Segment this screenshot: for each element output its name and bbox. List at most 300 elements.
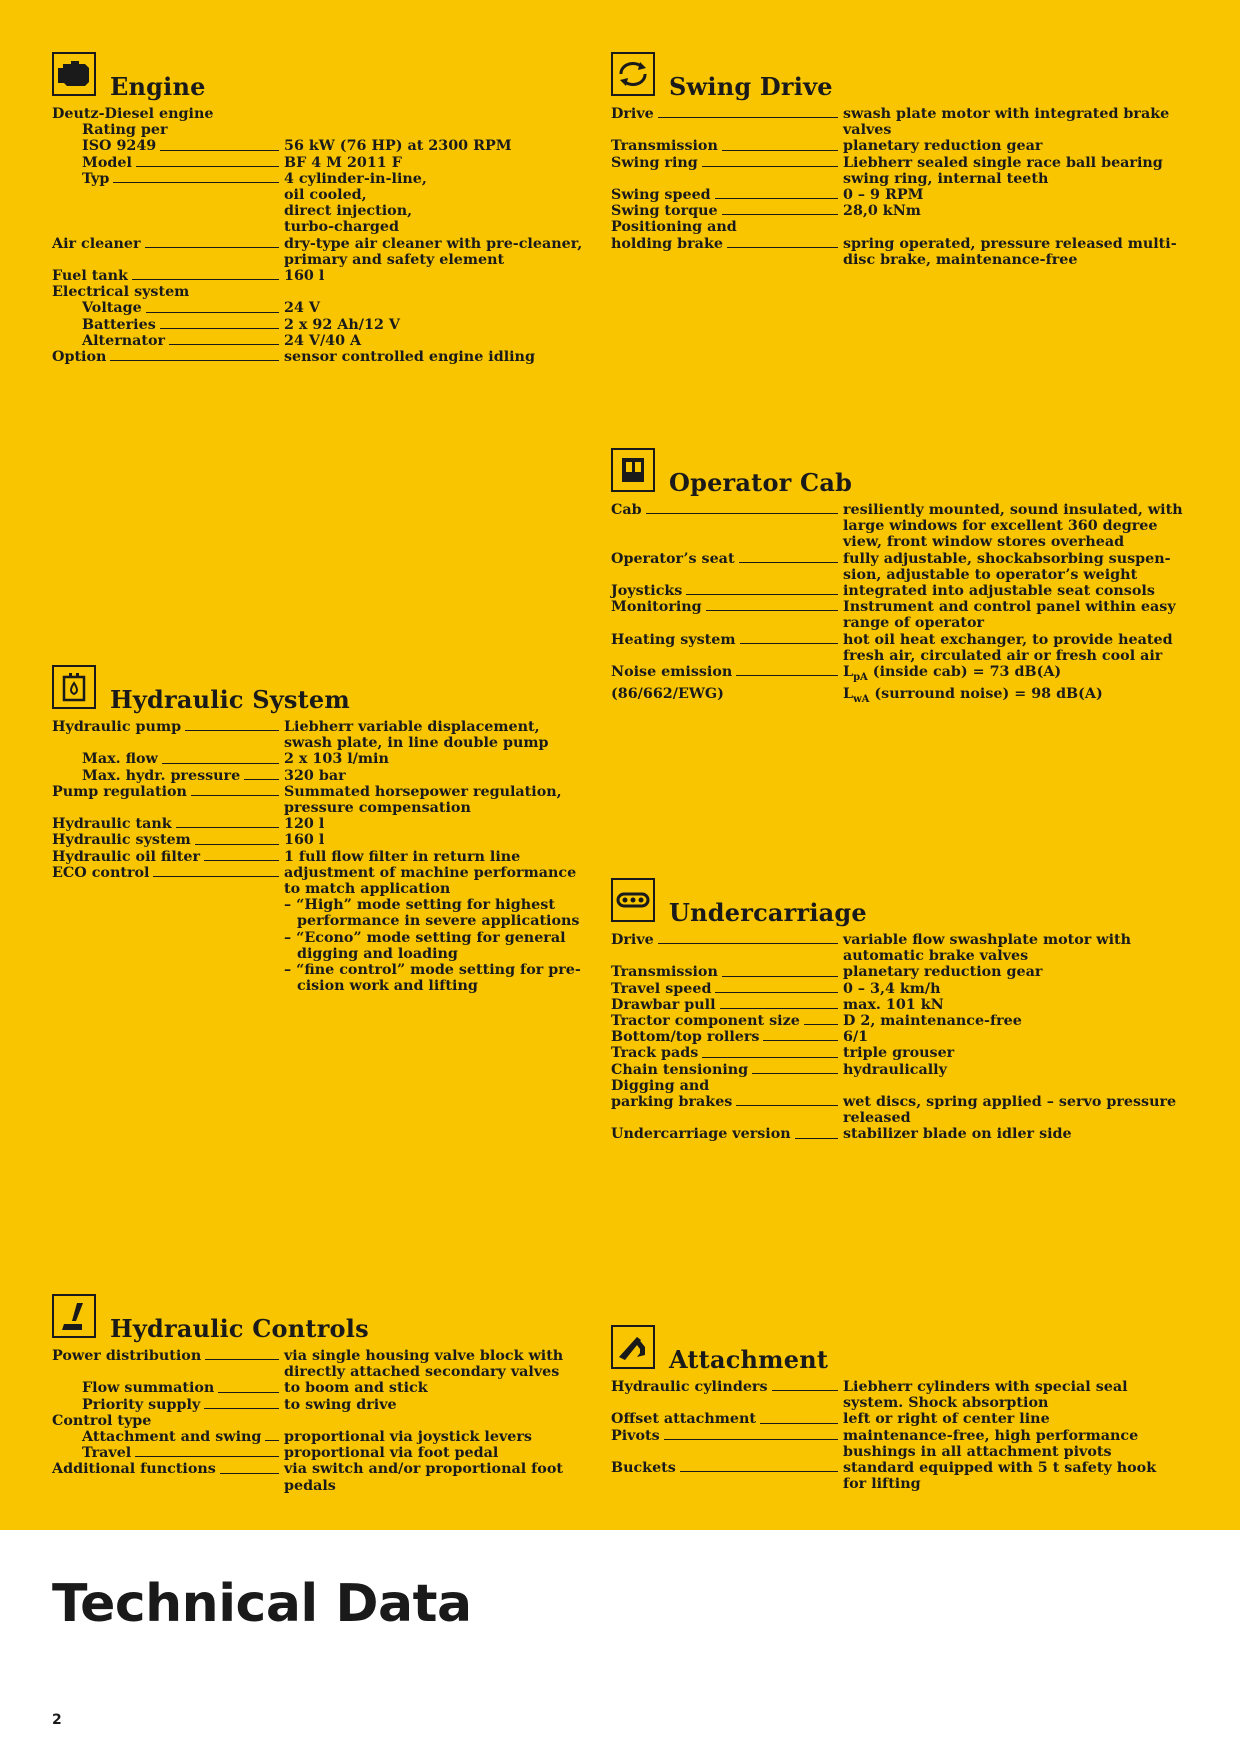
- spec-label-cell: [52, 171, 284, 187]
- spec-value: [284, 832, 582, 848]
- spec-row: [611, 154, 1163, 187]
- spec-value-line: range of operator: [843, 615, 985, 632]
- leader-line: [136, 165, 279, 167]
- spec-value-line: planetary reduction gear: [843, 964, 1043, 981]
- leader-line: [153, 875, 279, 877]
- spec-value: [843, 155, 1163, 187]
- swing-arrows-icon: [611, 52, 655, 96]
- leader-line: [132, 278, 279, 280]
- spec-label: Model: [82, 154, 132, 171]
- leader-line: [160, 327, 279, 329]
- spec-label-cell: [611, 583, 843, 599]
- spec-value-line: Liebherr sealed single race ball bearing: [843, 154, 1163, 171]
- spec-label: Travel speed: [611, 980, 712, 997]
- leader-line: [220, 1472, 279, 1474]
- spec-value: [843, 632, 1173, 664]
- joystick-icon: [52, 1294, 96, 1338]
- spec-value: [284, 300, 582, 316]
- spec-value-line: bushings in all attachment pivots: [843, 1443, 1112, 1460]
- spec-label-cell: [611, 664, 843, 680]
- section-title: Engine: [110, 72, 206, 101]
- swing-drive-section: [611, 52, 1177, 268]
- leader-line: [680, 1470, 838, 1472]
- spec-value-line: – “Econo” mode setting for general: [284, 929, 566, 946]
- section-title: Swing Drive: [669, 72, 833, 101]
- spec-value-line: left or right of center line: [843, 1411, 1050, 1428]
- spec-label: Heating system: [611, 631, 736, 648]
- spec-label-cell: [611, 632, 843, 648]
- spec-label: Additional functions: [52, 1461, 216, 1478]
- spec-value-line: 4 cylinder-in-line,: [284, 170, 427, 187]
- spec-row: [611, 997, 1141, 1013]
- spec-value: [843, 236, 1177, 268]
- spec-label: Positioning and: [611, 219, 737, 236]
- spec-value-line: 320 bar: [284, 767, 346, 784]
- spec-label-cell: [52, 333, 284, 349]
- spec-value-line: variable flow swashplate motor with: [843, 932, 1131, 948]
- spec-value: [843, 1411, 1141, 1427]
- spec-value: [284, 1429, 582, 1445]
- spec-row: [611, 631, 1173, 664]
- spec-value: [843, 932, 1141, 964]
- spec-label-cell: [611, 203, 843, 219]
- spec-label: Batteries: [82, 316, 156, 333]
- leader-line: [772, 1389, 839, 1391]
- spec-label: parking brakes: [611, 1094, 733, 1111]
- spec-row: [52, 849, 582, 865]
- hydraulic-system-header: [52, 665, 582, 719]
- spec-label: Digging and: [611, 1077, 710, 1094]
- spec-value: [843, 1379, 1141, 1411]
- spec-row: [611, 1126, 1141, 1142]
- spec-label: Max. hydr. pressure: [82, 767, 241, 784]
- undercarriage-header: [611, 878, 1141, 932]
- spec-value-line: wet discs, spring applied – servo pressure: [843, 1094, 1177, 1111]
- spec-value: [843, 1428, 1141, 1460]
- spec-value-line: for lifting: [843, 1476, 921, 1493]
- spec-value-line: directly attached secondary valves: [284, 1364, 560, 1381]
- spec-label: Rating per: [82, 122, 168, 139]
- spec-label: Air cleaner: [52, 235, 141, 252]
- leader-line: [715, 197, 838, 199]
- leader-line: [722, 149, 838, 151]
- spec-value-line: released: [843, 1110, 911, 1127]
- spec-label: Hydraulic pump: [52, 719, 182, 735]
- spec-row: [52, 1380, 582, 1396]
- page-number: 2: [52, 1712, 62, 1728]
- spec-label: Buckets: [611, 1460, 676, 1477]
- spec-row: [52, 784, 582, 816]
- spec-value-line: 160 l: [284, 268, 325, 285]
- spec-value: [284, 138, 582, 154]
- spec-label: Swing torque: [611, 203, 718, 220]
- spec-value-line: 160 l: [284, 832, 325, 849]
- spec-value-line: to match application: [284, 881, 451, 898]
- spec-label-cell: [611, 1013, 843, 1029]
- spec-label-cell: [52, 768, 284, 784]
- spec-row: [611, 187, 1141, 203]
- spec-value-line: fully adjustable, shockabsorbing suspen-: [843, 550, 1171, 567]
- leader-line: [110, 359, 279, 361]
- spec-label-cell: [611, 236, 843, 252]
- spec-value: [843, 599, 1176, 631]
- spec-label-cell: [52, 1397, 284, 1413]
- spec-value: [843, 583, 1155, 599]
- spec-label: Offset attachment: [611, 1411, 756, 1428]
- spec-label: Power distribution: [52, 1348, 202, 1364]
- spec-value: [843, 551, 1171, 583]
- spec-value: [843, 964, 1141, 980]
- spec-value: [284, 751, 582, 767]
- spec-label: holding brake: [611, 235, 723, 252]
- spec-row: [52, 317, 582, 333]
- spec-value-line: sion, adjustable to operator’s weight: [843, 566, 1138, 583]
- leader-line: [145, 246, 279, 248]
- spec-label-cell: [52, 784, 284, 800]
- spec-value: [284, 236, 582, 268]
- spec-row: [611, 203, 1141, 219]
- leader-line: [763, 1039, 838, 1041]
- spec-value-line: maintenance-free, high performance: [843, 1427, 1139, 1444]
- spec-label-cell: [611, 1126, 843, 1142]
- leader-line: [244, 778, 279, 780]
- spec-row: [52, 751, 582, 767]
- spec-value-line: digging and loading: [297, 945, 458, 962]
- spec-value-line: swash plate motor with integrated brake: [843, 106, 1170, 122]
- undercarriage-section: [611, 878, 1177, 1143]
- spec-value-line: 6/1: [843, 1029, 869, 1046]
- spec-value: [284, 349, 582, 365]
- spec-value-line: disc brake, maintenance-free: [843, 251, 1078, 268]
- spec-value: [284, 1380, 582, 1396]
- spec-label-cell: [611, 1428, 843, 1444]
- spec-label: ECO control: [52, 864, 150, 881]
- leader-line: [795, 1137, 838, 1139]
- spec-label: Fuel tank: [52, 268, 128, 285]
- spec-value: [284, 865, 582, 995]
- spec-value-line: – “fine control” mode setting for pre-: [284, 962, 581, 979]
- spec-row: [611, 550, 1171, 583]
- operator-cab-header: [611, 448, 1141, 502]
- spec-label-cell: [611, 1062, 843, 1078]
- spec-value-line: spring operated, pressure released multi-: [843, 235, 1177, 252]
- spec-row: [611, 1411, 1141, 1427]
- spec-row: [52, 106, 582, 122]
- spec-value-line: hydraulically: [843, 1061, 947, 1078]
- spec-label-cell: [611, 1411, 843, 1427]
- spec-label: Option: [52, 349, 107, 366]
- spec-label-cell: [52, 1348, 284, 1364]
- spec-row: [611, 664, 1141, 686]
- spec-label: Control type: [52, 1412, 152, 1429]
- spec-label: (86/662/EWG): [611, 686, 724, 703]
- spec-value: [843, 1029, 1141, 1045]
- spec-row: [611, 1078, 1141, 1094]
- spec-label-cell: [52, 1380, 284, 1396]
- spec-row: [52, 284, 582, 300]
- hydraulic-controls-header: [52, 1294, 582, 1348]
- leader-line: [265, 1439, 279, 1441]
- spec-value-line: D 2, maintenance-free: [843, 1013, 1022, 1030]
- spec-row: [611, 599, 1176, 632]
- spec-value-line: 120 l: [284, 816, 325, 833]
- spec-value-line: 0 – 9 RPM: [843, 187, 924, 204]
- spec-value: [284, 1445, 582, 1461]
- spec-label: Drawbar pull: [611, 996, 716, 1013]
- spec-value: [284, 849, 582, 865]
- spec-value-line: Instrument and control panel within easy: [843, 599, 1176, 616]
- spec-value: [284, 784, 582, 816]
- spec-row: [611, 235, 1177, 268]
- spec-label-cell: [52, 719, 284, 735]
- leader-line: [686, 593, 838, 595]
- spec-value-line: dry-type air cleaner with pre-cleaner,: [284, 235, 583, 252]
- spec-value-line: 1 full flow filter in return line: [284, 848, 521, 865]
- leader-line: [706, 609, 838, 611]
- spec-value-line: standard equipped with 5 t safety hook: [843, 1460, 1157, 1477]
- spec-label-cell: [611, 155, 843, 171]
- spec-label: Hydraulic oil filter: [52, 848, 200, 865]
- spec-label: Monitoring: [611, 599, 702, 616]
- spec-value-line: hot oil heat exchanger, to provide heated: [843, 631, 1173, 648]
- spec-value-line: automatic brake valves: [843, 948, 1029, 965]
- spec-value-line: system. Shock absorption: [843, 1395, 1049, 1412]
- section-title: Hydraulic Controls: [110, 1314, 369, 1343]
- spec-label-cell: [611, 551, 843, 567]
- spec-row: [611, 138, 1141, 154]
- spec-value-line: 2 x 92 Ah/12 V: [284, 316, 400, 333]
- spec-row: [52, 768, 582, 784]
- spec-value: [284, 171, 582, 236]
- spec-label: Bottom/top rollers: [611, 1029, 760, 1046]
- spec-row: [611, 1029, 1141, 1045]
- hydraulic-tank-icon: [52, 665, 96, 709]
- spec-label-cell: [52, 832, 284, 848]
- spec-label-cell: [52, 268, 284, 284]
- spec-label: Transmission: [611, 964, 718, 981]
- operator-cab-section: [611, 448, 1183, 708]
- spec-value: [284, 333, 582, 349]
- spec-label-cell: [611, 964, 843, 980]
- spec-value: [843, 1460, 1156, 1492]
- spec-value-line: view, front window stores overhead: [843, 534, 1125, 551]
- section-title: Attachment: [669, 1345, 829, 1374]
- spec-list: [611, 1379, 1157, 1493]
- spec-value-line: sensor controlled engine idling: [284, 349, 535, 366]
- spec-label-cell: [611, 1379, 843, 1395]
- spec-value-line: Summated horsepower regulation,: [284, 783, 562, 800]
- spec-label-cell: [611, 599, 843, 615]
- spec-value-line: turbo-charged: [284, 219, 399, 236]
- spec-value-line: Liebherr variable displacement,: [284, 719, 540, 735]
- spec-label-cell: [52, 1445, 284, 1461]
- spec-list: [611, 932, 1177, 1143]
- spec-label-cell: [611, 1460, 843, 1476]
- leader-line: [646, 512, 838, 514]
- spec-label-cell: [611, 106, 843, 122]
- spec-row: [52, 300, 582, 316]
- spec-value-line: valves: [843, 122, 892, 139]
- spec-value-line: adjustment of machine performance: [284, 864, 577, 881]
- spec-label: Transmission: [611, 138, 718, 155]
- leader-line: [218, 1391, 279, 1393]
- spec-row: [611, 981, 1141, 997]
- spec-value-line: primary and safety element: [284, 251, 505, 268]
- spec-label: Attachment and swing: [82, 1429, 262, 1446]
- spec-value: [284, 719, 582, 751]
- leader-line: [658, 116, 838, 118]
- leader-line: [185, 729, 279, 731]
- spec-value-line: fresh air, circulated air or fresh cool air: [843, 647, 1163, 664]
- spec-value-line: 24 V: [284, 300, 320, 317]
- leader-line: [160, 149, 279, 151]
- spec-value: [843, 664, 1141, 686]
- leader-line: [804, 1023, 838, 1025]
- spec-row: [611, 1062, 1141, 1078]
- spec-value-line: oil cooled,: [284, 187, 367, 204]
- spec-label: Deutz-Diesel engine: [52, 106, 214, 122]
- section-title: Hydraulic System: [110, 685, 350, 714]
- spec-value-line: to boom and stick: [284, 1380, 428, 1397]
- spec-label: ISO 9249: [82, 138, 157, 155]
- spec-value-line: 28,0 kNm: [843, 203, 921, 220]
- spec-row: [611, 1013, 1141, 1029]
- attachment-header: [611, 1325, 1141, 1379]
- leader-line: [720, 1007, 838, 1009]
- spec-label-cell: [611, 1078, 843, 1094]
- spec-row: [611, 583, 1155, 600]
- spec-label: Pump regulation: [52, 783, 187, 800]
- leader-line: [736, 1104, 838, 1106]
- spec-row: [611, 106, 1170, 139]
- spec-row: [52, 719, 582, 751]
- spec-label: Swing ring: [611, 154, 698, 171]
- excavator-arm-icon: [611, 1325, 655, 1369]
- spec-row: [52, 832, 582, 848]
- section-title: Operator Cab: [669, 468, 853, 497]
- spec-label-cell: [52, 300, 284, 316]
- leader-line: [722, 213, 838, 215]
- spec-label-cell: [52, 236, 284, 252]
- leader-line: [191, 794, 279, 796]
- spec-value: [843, 1013, 1141, 1029]
- spec-label-cell: [52, 284, 284, 300]
- leader-line: [113, 181, 279, 183]
- leader-line: [702, 165, 838, 167]
- spec-value-line: 24 V/40 A: [284, 332, 362, 349]
- spec-label: Travel: [82, 1445, 132, 1462]
- leader-line: [740, 642, 838, 644]
- spec-value-line: proportional via joystick levers: [284, 1429, 532, 1446]
- spec-label: Track pads: [611, 1045, 699, 1062]
- spec-label-cell: [52, 317, 284, 333]
- spec-value-line: via switch and/or proportional foot: [284, 1461, 563, 1478]
- spec-label-cell: [52, 106, 284, 122]
- spec-list: [611, 106, 1177, 268]
- spec-value-line: direct injection,: [284, 203, 413, 220]
- page-title: Technical Data: [52, 1574, 472, 1634]
- spec-label: Drive: [611, 932, 654, 948]
- leader-line: [135, 1455, 279, 1457]
- spec-value-line: performance in severe applications: [297, 913, 580, 930]
- spec-value: [843, 686, 1141, 708]
- spec-value-line: – “High” mode setting for highest: [284, 897, 555, 914]
- leader-line: [195, 843, 279, 845]
- spec-value-line: swing ring, internal teeth: [843, 170, 1049, 187]
- spec-label-cell: [52, 751, 284, 767]
- leader-line: [727, 246, 838, 248]
- leader-line: [204, 1407, 279, 1409]
- swing-drive-header: [611, 52, 1141, 106]
- spec-label-cell: [52, 816, 284, 832]
- spec-value: [284, 268, 582, 284]
- spec-label: Undercarriage version: [611, 1126, 791, 1143]
- spec-label-cell: [611, 502, 843, 518]
- spec-value-line: stabilizer blade on idler side: [843, 1126, 1072, 1143]
- spec-value: [843, 1062, 1141, 1078]
- spec-label-cell: [611, 138, 843, 154]
- spec-value: [843, 1126, 1141, 1142]
- spec-row: [52, 865, 582, 995]
- spec-value-line: 56 kW (76 HP) at 2300 RPM: [284, 138, 512, 155]
- spec-label-cell: [611, 932, 843, 948]
- spec-label-cell: [52, 1461, 284, 1477]
- engine-icon: [52, 52, 96, 96]
- leader-line: [736, 674, 838, 676]
- spec-list: [52, 106, 582, 365]
- spec-value-line: BF 4 M 2011 F: [284, 154, 402, 171]
- spec-label: Hydraulic system: [52, 832, 191, 849]
- spec-value-line: integrated into adjustable seat consols: [843, 583, 1155, 600]
- attachment-section: [611, 1325, 1157, 1493]
- spec-value: [843, 138, 1141, 154]
- spec-row: [52, 1445, 582, 1461]
- leader-line: [722, 975, 838, 977]
- spec-row: [52, 1348, 582, 1380]
- spec-label-cell: [611, 1045, 843, 1061]
- spec-row: [611, 932, 1141, 964]
- spec-row: [52, 1413, 582, 1429]
- section-title: Undercarriage: [669, 898, 867, 927]
- spec-label: Max. flow: [82, 751, 158, 768]
- spec-label: Swing speed: [611, 187, 711, 204]
- spec-row: [611, 1045, 1141, 1061]
- spec-value: [843, 106, 1169, 138]
- spec-label-cell: [52, 122, 284, 138]
- leader-line: [205, 1358, 279, 1360]
- spec-value: [843, 187, 1141, 203]
- spec-value: [284, 1461, 582, 1493]
- spec-label: Voltage: [82, 300, 142, 317]
- spec-value-line: pressure compensation: [284, 800, 471, 817]
- spec-label: Alternator: [82, 332, 166, 349]
- leader-line: [146, 311, 279, 313]
- spec-value-line: planetary reduction gear: [843, 138, 1043, 155]
- spec-value-line: large windows for excellent 360 degree: [843, 518, 1158, 535]
- spec-row: [52, 1397, 582, 1413]
- spec-value: [843, 981, 1141, 997]
- spec-row: [52, 155, 582, 171]
- spec-label-cell: [52, 1413, 284, 1429]
- spec-label-cell: [52, 865, 284, 881]
- spec-value-line: Liebherr cylinders with special seal: [843, 1379, 1128, 1395]
- spec-row: [611, 1094, 1177, 1127]
- spec-row: [52, 1461, 582, 1493]
- spec-label: Typ: [82, 170, 110, 187]
- track-icon: [611, 878, 655, 922]
- spec-value-line: resiliently mounted, sound insulated, with: [843, 502, 1183, 518]
- spec-label: Electrical system: [52, 284, 190, 301]
